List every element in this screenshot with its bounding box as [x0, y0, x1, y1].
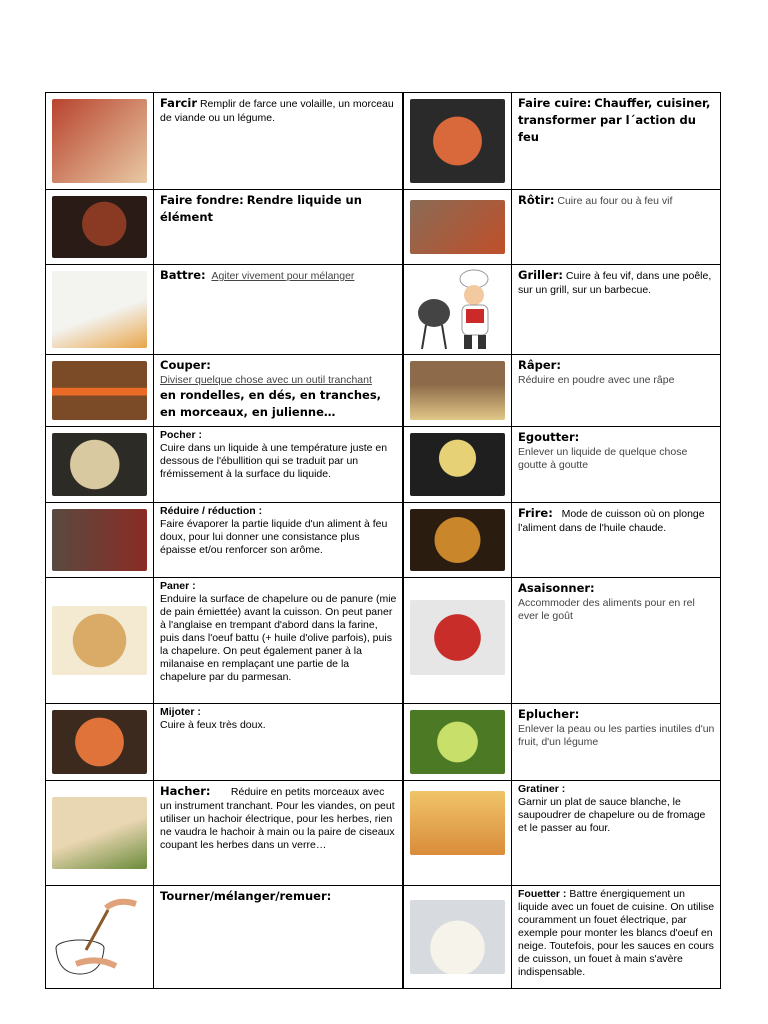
- def-mijoter: Cuire à feux très doux.: [160, 719, 266, 731]
- right-column: [403, 93, 721, 989]
- chef-grill-icon: [404, 265, 510, 353]
- row-farcir: [45, 92, 403, 190]
- gratin-photo: [404, 781, 512, 885]
- row-faire-fondre: [45, 189, 403, 265]
- glossary-table: [45, 93, 721, 989]
- frying-photo: [404, 503, 512, 577]
- term-tourner: Tourner/mélanger/remuer:: [160, 889, 332, 903]
- def-faire-fondre: Rendre liquide un élément: [160, 193, 362, 224]
- term-faire-cuire: Faire cuire:: [518, 96, 592, 110]
- term-rotir: Rôtir:: [518, 193, 555, 207]
- def-paner: Enduire la surface de chapelure ou de panure (mie de pain émiettée) avant la cuisson. On peut paner à l'anglaise en trempant d'abord dans la farine, puis dans l'oeuf battu (+ huile d'olive parfois), puis la chapelure. On peut également paner à la milanaise en remplaçant une partie de la chapelure par du parmesan.: [160, 593, 397, 683]
- cutting-carrot-photo: [46, 355, 154, 426]
- row-asaisonner: [403, 577, 721, 704]
- poaching-photo: [46, 427, 154, 502]
- draining-photo: [404, 427, 512, 502]
- melting-pot-photo: [46, 190, 154, 264]
- chef-grill-illustration: [404, 265, 512, 354]
- stuffed-chicken-photo: [46, 93, 154, 189]
- def-eplucher: Enlever la peau ou les parties inutiles d'un fruit, d'un légume: [518, 723, 715, 748]
- grating-photo: [404, 355, 512, 426]
- term-battre: Battre:: [160, 268, 206, 282]
- row-gratiner: [403, 780, 721, 886]
- whisking-photo: [404, 886, 512, 988]
- term-faire-fondre: Faire fondre:: [160, 193, 244, 207]
- beating-eggs-photo: [46, 265, 154, 354]
- row-griller: [403, 264, 721, 355]
- def-raper: Réduire en poudre avec une râpe: [518, 374, 675, 386]
- term-eplucher: Eplucher:: [518, 707, 580, 721]
- def-frire: Mode de cuisson où on plonge l'aliment dans de l'huile chaude.: [518, 508, 705, 534]
- row-eplucher: [403, 703, 721, 781]
- reducing-pans-photo: [46, 503, 154, 577]
- def-fouetter: Battre énergiquement un liquide avec un fouet de cuisine. On utilise couramment un fouet électrique, par exemple pour monter les blancs d'oeuf en neige. Toutefois, pour les sauces en cours de cuisson, un fouet à main s'avère indispensable.: [518, 888, 715, 978]
- term-frire: Frire:: [518, 506, 553, 520]
- row-rotir: [403, 189, 721, 265]
- term-hacher: Hacher:: [160, 784, 211, 798]
- term-farcir: Farcir: [160, 96, 198, 110]
- row-faire-cuire: [403, 92, 721, 190]
- def-asaisonner: Accommoder des aliments pour en rel ever le goût: [518, 597, 695, 622]
- row-egoutter: [403, 426, 721, 503]
- row-fouetter: [403, 885, 721, 989]
- term-pocher: Pocher :: [160, 429, 203, 441]
- def-couper-types: en rondelles, en dés, en tranches, en morceaux, en julienne…: [160, 388, 382, 419]
- term-paner: Paner :: [160, 580, 196, 592]
- row-pocher: [45, 426, 403, 503]
- term-griller: Griller:: [518, 268, 564, 282]
- stirring-icon: [46, 886, 152, 988]
- term-gratiner: Gratiner :: [518, 783, 566, 795]
- row-frire: [403, 502, 721, 578]
- stirring-illustration: [46, 886, 154, 988]
- chopping-photo: [46, 781, 154, 885]
- def-battre: Agiter vivement pour mélanger: [211, 270, 355, 282]
- term-asaisonner: Asaisonner:: [518, 581, 595, 595]
- def-couper: Diviser quelque chose avec un outil tranchant: [160, 374, 372, 386]
- def-gratiner: Garnir un plat de sauce blanche, le saupoudrer de chapelure ou de fromage et le passer au four.: [518, 796, 706, 834]
- def-griller: Cuire à feu vif, dans une poêle, sur un grill, sur un barbecue.: [518, 270, 712, 296]
- term-mijoter: Mijoter :: [160, 706, 201, 718]
- term-reduire: Réduire / réduction :: [160, 505, 263, 517]
- row-raper: [403, 354, 721, 427]
- row-reduire: [45, 502, 403, 578]
- term-raper: Râper:: [518, 358, 561, 372]
- term-fouetter: Fouetter :: [518, 888, 567, 900]
- def-pocher: Cuire dans un liquide à une température juste en dessous de l'ébullition qui se traduit par un frémissement à la surface du liquide.: [160, 442, 388, 480]
- def-farcir: Remplir de farce une volaille, un morceau de viande ou un légume.: [160, 98, 394, 124]
- frying-pan-shrimp-photo: [404, 93, 512, 189]
- row-couper: [45, 354, 403, 427]
- row-hacher: [45, 780, 403, 886]
- roasting-photo: [404, 190, 512, 264]
- def-faire-cuire: Chauffer, cuisiner, transformer par l´action du feu: [518, 96, 711, 144]
- simmering-photo: [46, 704, 154, 780]
- row-mijoter: [45, 703, 403, 781]
- def-rotir: Cuire au four ou à feu vif: [554, 195, 673, 207]
- term-egoutter: Egoutter:: [518, 430, 580, 444]
- seasoning-photo: [404, 578, 512, 703]
- left-column: [45, 93, 403, 989]
- def-reduire: Faire évaporer la partie liquide d'un aliment à feu doux, pour lui donner une consistance plus épaisse et/ou renforcer son arôme.: [160, 518, 388, 556]
- row-paner: [45, 577, 403, 704]
- def-hacher: Réduire en petits morceaux avec un instrument tranchant. Pour les viandes, on peut utiliser un hachoir électrique, pour les herbes, rien ne vaudra le hachoir à main ou la paire de ciseaux coupant les herbes dans un verre…: [160, 786, 395, 851]
- def-egoutter: Enlever un liquide de quelque chose goutte à goutte: [518, 446, 688, 471]
- breading-photo: [46, 578, 154, 703]
- row-tourner: [45, 885, 403, 989]
- peeling-apple-photo: [404, 704, 512, 780]
- term-couper: Couper:: [160, 358, 211, 372]
- row-battre: [45, 264, 403, 355]
